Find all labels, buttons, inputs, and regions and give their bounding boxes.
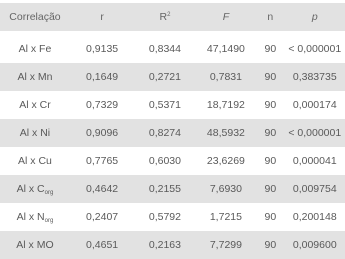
- cell-pair: Al x MO: [16, 239, 54, 251]
- cell-r: 0,4642: [86, 183, 119, 195]
- table-row: [0, 231, 345, 259]
- cell-p: 0,009600: [292, 239, 337, 251]
- cell-r: 0,7329: [86, 99, 119, 111]
- cell-p: < 0,000001: [288, 43, 342, 55]
- cell-r2: 0,5371: [148, 99, 181, 111]
- cell-f: 0,7831: [209, 71, 242, 83]
- table-row: [0, 63, 345, 91]
- cell-n: 90: [264, 99, 277, 111]
- table-row: [0, 203, 345, 231]
- cell-p: 0,200148: [292, 211, 337, 223]
- cell-r: 0,9096: [86, 127, 119, 139]
- cell-f: 47,1490: [206, 43, 245, 55]
- table-header-row: [0, 3, 345, 31]
- header-r2-sup: 2: [167, 12, 171, 18]
- cell-n: 90: [264, 127, 277, 139]
- cell-pair: Al x Ni: [19, 127, 51, 139]
- header-r2: [134, 11, 195, 23]
- cell-n: 90: [264, 239, 277, 251]
- table-row: [0, 147, 345, 175]
- cell-n: 90: [264, 183, 277, 195]
- cell-pair-sub: org: [44, 217, 54, 224]
- cell-p: 0,383735: [292, 71, 337, 83]
- cell-n: 90: [264, 155, 277, 167]
- cell-r: 0,9135: [86, 43, 119, 55]
- cell-pair: Al x Cu: [18, 155, 52, 167]
- cell-pair: [0, 183, 70, 196]
- cell-f: 1,7215: [209, 211, 242, 223]
- cell-pair-base: Al x N: [16, 210, 45, 223]
- cell-n: 90: [264, 71, 277, 83]
- cell-p: 0,000041: [292, 155, 337, 167]
- cell-pair-base: Al x C: [16, 182, 45, 195]
- cell-r: 0,7765: [86, 155, 119, 167]
- header-f: F: [222, 11, 230, 23]
- table-row: [0, 175, 345, 203]
- cell-r2: 0,6030: [148, 155, 181, 167]
- cell-r2: 0,2155: [148, 183, 181, 195]
- table-row: [0, 35, 345, 63]
- cell-pair: Al x Cr: [19, 99, 51, 111]
- cell-n: 90: [264, 211, 277, 223]
- cell-p: 0,000174: [292, 99, 337, 111]
- cell-pair: [0, 211, 70, 224]
- cell-pair: Al x Fe: [18, 43, 52, 55]
- cell-pair: Al x Mn: [17, 71, 53, 83]
- cell-p: 0,009754: [292, 183, 337, 195]
- header-n: n: [267, 11, 274, 23]
- cell-f: 23,6269: [206, 155, 245, 167]
- cell-r2: 0,5792: [148, 211, 181, 223]
- header-r: r: [100, 11, 104, 23]
- cell-r2: 0,2721: [148, 71, 181, 83]
- cell-pair-sub: org: [44, 189, 54, 196]
- cell-r2: 0,8274: [148, 127, 181, 139]
- header-p: p: [311, 11, 318, 23]
- table-row: [0, 119, 345, 147]
- cell-f: 48,5932: [206, 127, 245, 139]
- table-row: [0, 91, 345, 119]
- cell-f: 7,6930: [209, 183, 242, 195]
- cell-r2: 0,2163: [148, 239, 181, 251]
- cell-r: 0,2407: [86, 211, 119, 223]
- cell-p: < 0,000001: [288, 127, 342, 139]
- cell-r: 0,1649: [86, 71, 119, 83]
- header-r2-base: R: [159, 11, 168, 23]
- header-correlacao: Correlação: [9, 11, 61, 23]
- cell-r2: 0,8344: [148, 43, 181, 55]
- cell-f: 18,7192: [206, 99, 245, 111]
- cell-n: 90: [264, 43, 277, 55]
- cell-f: 7,7299: [209, 239, 242, 251]
- cell-r: 0,4651: [86, 239, 119, 251]
